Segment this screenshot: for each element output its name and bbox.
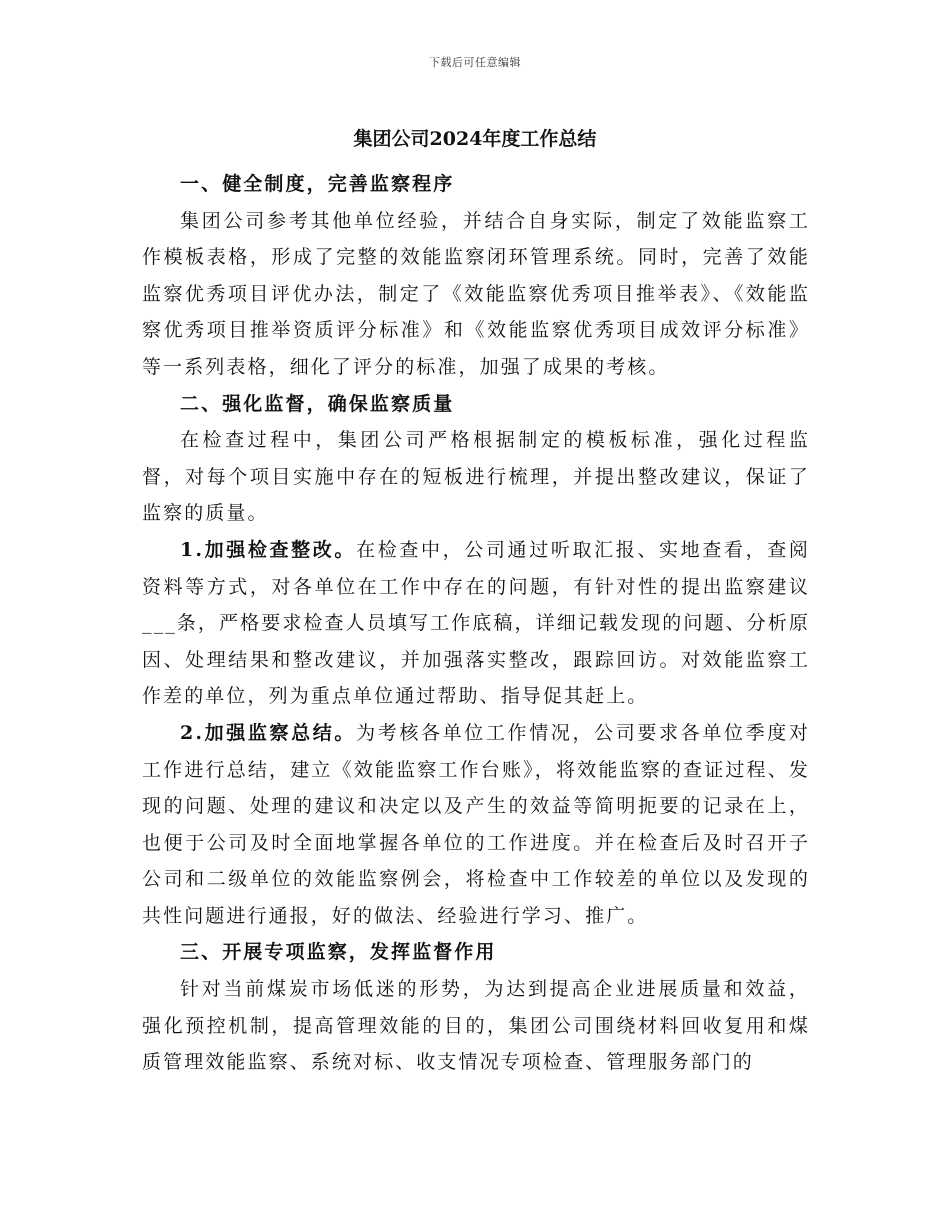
item-1-lead: 1.加强检查整改。: [180, 538, 357, 561]
section-2-item-2: [142, 715, 810, 935]
section-3-paragraph: 针对当前煤炭市场低迷的形势，为达到提高企业进展质量和效益，强化预控机制，提高管理效能的目的，集团公司围绕材料回收复用和煤质管理效能监察、系统对标、收支情况专项检查、管理服务部门的: [142, 978, 810, 1074]
item-1-text: 在检查中，公司通过听取汇报、实地查看，查阅资料等方式，对各单位在工作中存在的问题，有针对性的提出监察建议___条，严格要求检查人员填写工作底稿，详细记载发现的问题、分析原因、处理结果和整改建议，并加强落实整改，跟踪回访。对效能监察工作差的单位，列为重点单位通过帮助、指导促其赶上。: [142, 538, 810, 708]
item-2-lead: 2.加强监察总结。: [180, 721, 357, 744]
section-1-paragraph: 集团公司参考其他单位经验，并结合自身实际，制定了效能监察工作模板表格，形成了完整的效能监察闭环管理系统。同时，完善了效能监察优秀项目评优办法，制定了《效能监察优秀项目推举表》、《效能监察优秀项目推举资质评分标准》和《效能监察优秀项目成效评分标准》等一系列表格，细化了评分的标准，加强了成果的考核。: [142, 209, 810, 378]
header-note: 下载后可任意编辑: [429, 56, 521, 69]
section-2-paragraph: 在检查过程中，集团公司严格根据制定的模板标准，强化过程监督，对每个项目实施中存在的短板进行梳理，并提出整改建议，保证了监察的质量。: [142, 429, 810, 525]
section-heading-1: 一、健全制度，完善监察程序: [180, 173, 455, 195]
document-body: [142, 166, 810, 1081]
section-heading-2: 二、强化监督，确保监察质量: [180, 392, 455, 415]
section-2-item-1: [142, 532, 810, 715]
item-2-text: 为考核各单位工作情况，公司要求各单位季度对工作进行总结，建立《效能监察工作台账》，将效能监察的查证过程、发现的问题、处理的建议和决定以及产生的效益等简明扼要的记录在上，也便于公司及时全面地掌握各单位的工作进度。并在检查后及时召开子公司和二级单位的效能监察例会，将检查中工作较差的单位以及发现的共性问题进行通报，好的做法、经验进行学习、推广。: [142, 721, 810, 927]
document-title: 集团公司2024年度工作总结: [353, 128, 597, 150]
section-heading-3: 三、开展专项监察，发挥监督作用: [180, 941, 497, 964]
